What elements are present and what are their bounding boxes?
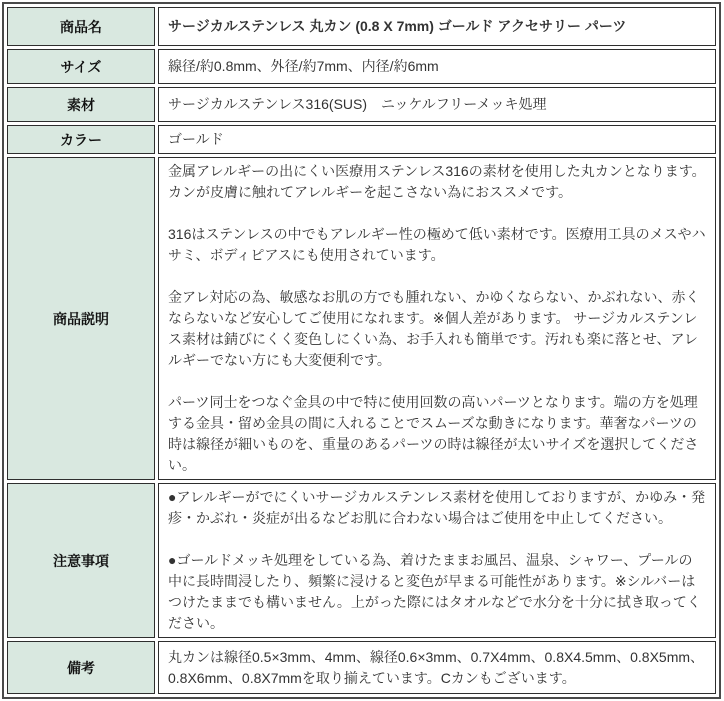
product-spec-table bbox=[2, 2, 721, 699]
table-row-material bbox=[7, 87, 716, 122]
row-header-note: 備考 bbox=[7, 641, 155, 694]
row-value-color: ゴールド bbox=[158, 125, 716, 154]
row-value-material: サージカルステンレス316(SUS) ニッケルフリーメッキ処理 bbox=[158, 87, 716, 122]
row-value-size: 線径/約0.8mm、外径/約7mm、内径/約6mm bbox=[158, 49, 716, 84]
row-value-caution bbox=[158, 483, 716, 638]
table-row-description bbox=[7, 157, 716, 480]
row-header-size: サイズ bbox=[7, 49, 155, 84]
table-row-product-name bbox=[7, 7, 716, 46]
row-value-note: 丸カンは線径0.5×3mm、4mm、線径0.6×3mm、0.7X4mm、0.8X4.5mm、0.8X5mm、0.8X6mm、0.8X7mmを取り揃えています。Cカンもございます。 bbox=[158, 641, 716, 694]
table-row-caution bbox=[7, 483, 716, 638]
row-header-product-name: 商品名 bbox=[7, 7, 155, 46]
table-row-color bbox=[7, 125, 716, 154]
row-header-material: 素材 bbox=[7, 87, 155, 122]
row-value-product-name: サージカルステンレス 丸カン (0.8 X 7mm) ゴールド アクセサリー パーツ bbox=[158, 7, 716, 46]
caution-paragraph: ●ゴールドメッキ処理をしている為、着けたままお風呂、温泉、シャワー、プールの中に長時間浸したり、頻繁に浸けると変色が早まる可能性があります。※シルバーはつけたままでも構いません。上がった際にはタオルなどで水分を十分に拭き取ってください。 bbox=[168, 552, 701, 631]
description-paragraph: 316はステンレスの中でもアレルギー性の極めて低い素材です。医療用工具のメスやハサミ、ボディピアスにも使用されています。 bbox=[168, 226, 706, 263]
description-paragraph: 金属アレルギーの出にくい医療用ステンレス316の素材を使用した丸カンとなります。カンが皮膚に触れてアレルギーを起こさない為におススメです。 bbox=[168, 163, 706, 200]
row-header-color: カラー bbox=[7, 125, 155, 154]
description-paragraph: 金アレ対応の為、敏感なお肌の方でも腫れない、かゆくならない、かぶれない、赤くならないなど安心してご使用になれます。※個人差があります。 サージカルステンレス素材は錆びにくく変色しにくい為、お手入れも簡単です。汚れも楽に落とせ、アレルギーでない方にも大変便利です。 bbox=[168, 289, 700, 368]
table-row-note bbox=[7, 641, 716, 694]
description-paragraph: パーツ同士をつなぐ金具の中で特に使用回数の高いパーツとなります。端の方を処理する金具・留め金具の間に入れることでスムーズな動きになります。華奢なパーツの時は線径が細いものを、重量のあるパーツの時は線径が太いサイズを選択してください。 bbox=[168, 394, 699, 473]
caution-paragraph: ●アレルギーがでにくいサージカルステンレス素材を使用しておりますが、かゆみ・発疹・かぶれ・炎症が出るなどお肌に合わない場合はご使用を中止してください。 bbox=[168, 489, 706, 526]
row-header-caution: 注意事項 bbox=[7, 483, 155, 638]
table-row-size bbox=[7, 49, 716, 84]
row-header-description: 商品説明 bbox=[7, 157, 155, 480]
row-value-description bbox=[158, 157, 716, 480]
